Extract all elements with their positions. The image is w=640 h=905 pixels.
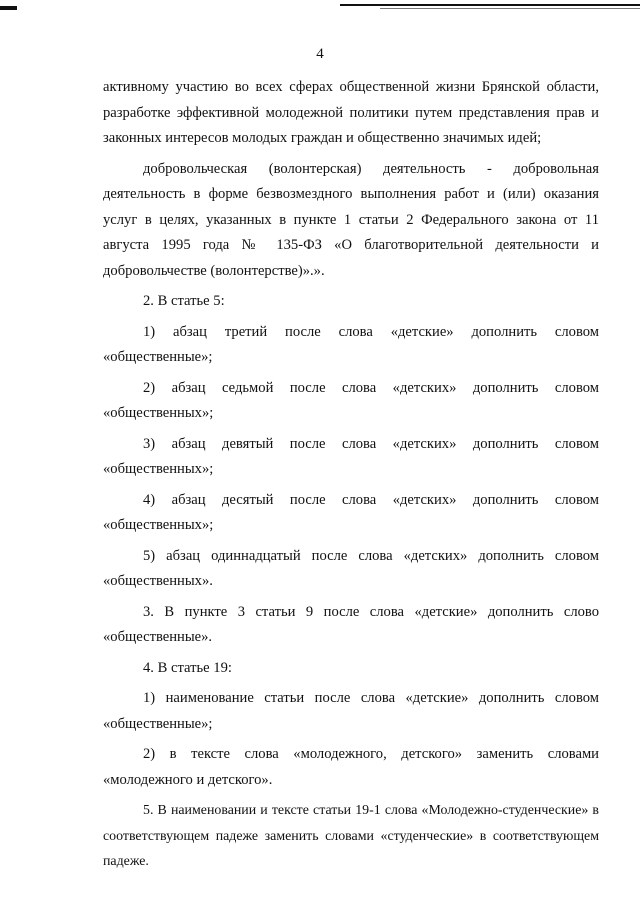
paragraph: 1) абзац третий после слова «детские» дополнить словом «общественные»; bbox=[103, 323, 599, 365]
paragraph: активному участию во всех сферах общественной жизни Брянской области, разработке эффективной молодежной политики путем представления прав и законных интересов молодых граждан и общественно значимых идей; bbox=[103, 79, 599, 146]
paragraph: 2) абзац седьмой после слова «детских» дополнить словом «общественных»; bbox=[103, 379, 599, 421]
paragraph: 1) наименование статьи после слова «детские» дополнить словом «общественные»; bbox=[103, 690, 599, 732]
paragraph: 3. В пункте 3 статьи 9 после слова «детские» дополнить слово «общественные». bbox=[103, 603, 599, 645]
paragraph: 4) абзац десятый после слова «детских» дополнить словом «общественных»; bbox=[103, 491, 599, 533]
page-number: 4 bbox=[316, 46, 324, 62]
scan-artifact-line-thin bbox=[380, 8, 640, 9]
paragraph: 4. В статье 19: bbox=[143, 659, 232, 676]
paragraph: 5) абзац одиннадцатый после слова «детских» дополнить словом «общественных». bbox=[103, 547, 599, 589]
scan-artifact-line bbox=[340, 4, 640, 6]
paragraph: 3) абзац девятый после слова «детских» дополнить словом «общественных»; bbox=[103, 435, 599, 477]
paragraph: добровольческая (волонтерская) деятельность - добровольная деятельность в форме безвозмездного выполнения работ и (или) оказания услуг в целях, указанных в пункте 1 статьи 2 Федерального закона от 11 августа 1995 года № 135-ФЗ «О благотворительной деятельности и добровольчестве (волонтерстве)».». bbox=[103, 160, 599, 279]
scan-artifact-mark bbox=[0, 6, 17, 10]
paragraph: 2) в тексте слова «молодежного, детского» заменить словами «молодежного и детского». bbox=[103, 746, 599, 788]
paragraph: 5. В наименовании и тексте статьи 19-1 слова «Молодежно-студенческие» в соответствующем падеже заменить словами «студенческие» в соответствующем падеже. bbox=[103, 803, 599, 869]
document-body bbox=[103, 75, 599, 875]
paragraph: 2. В статье 5: bbox=[143, 293, 225, 309]
